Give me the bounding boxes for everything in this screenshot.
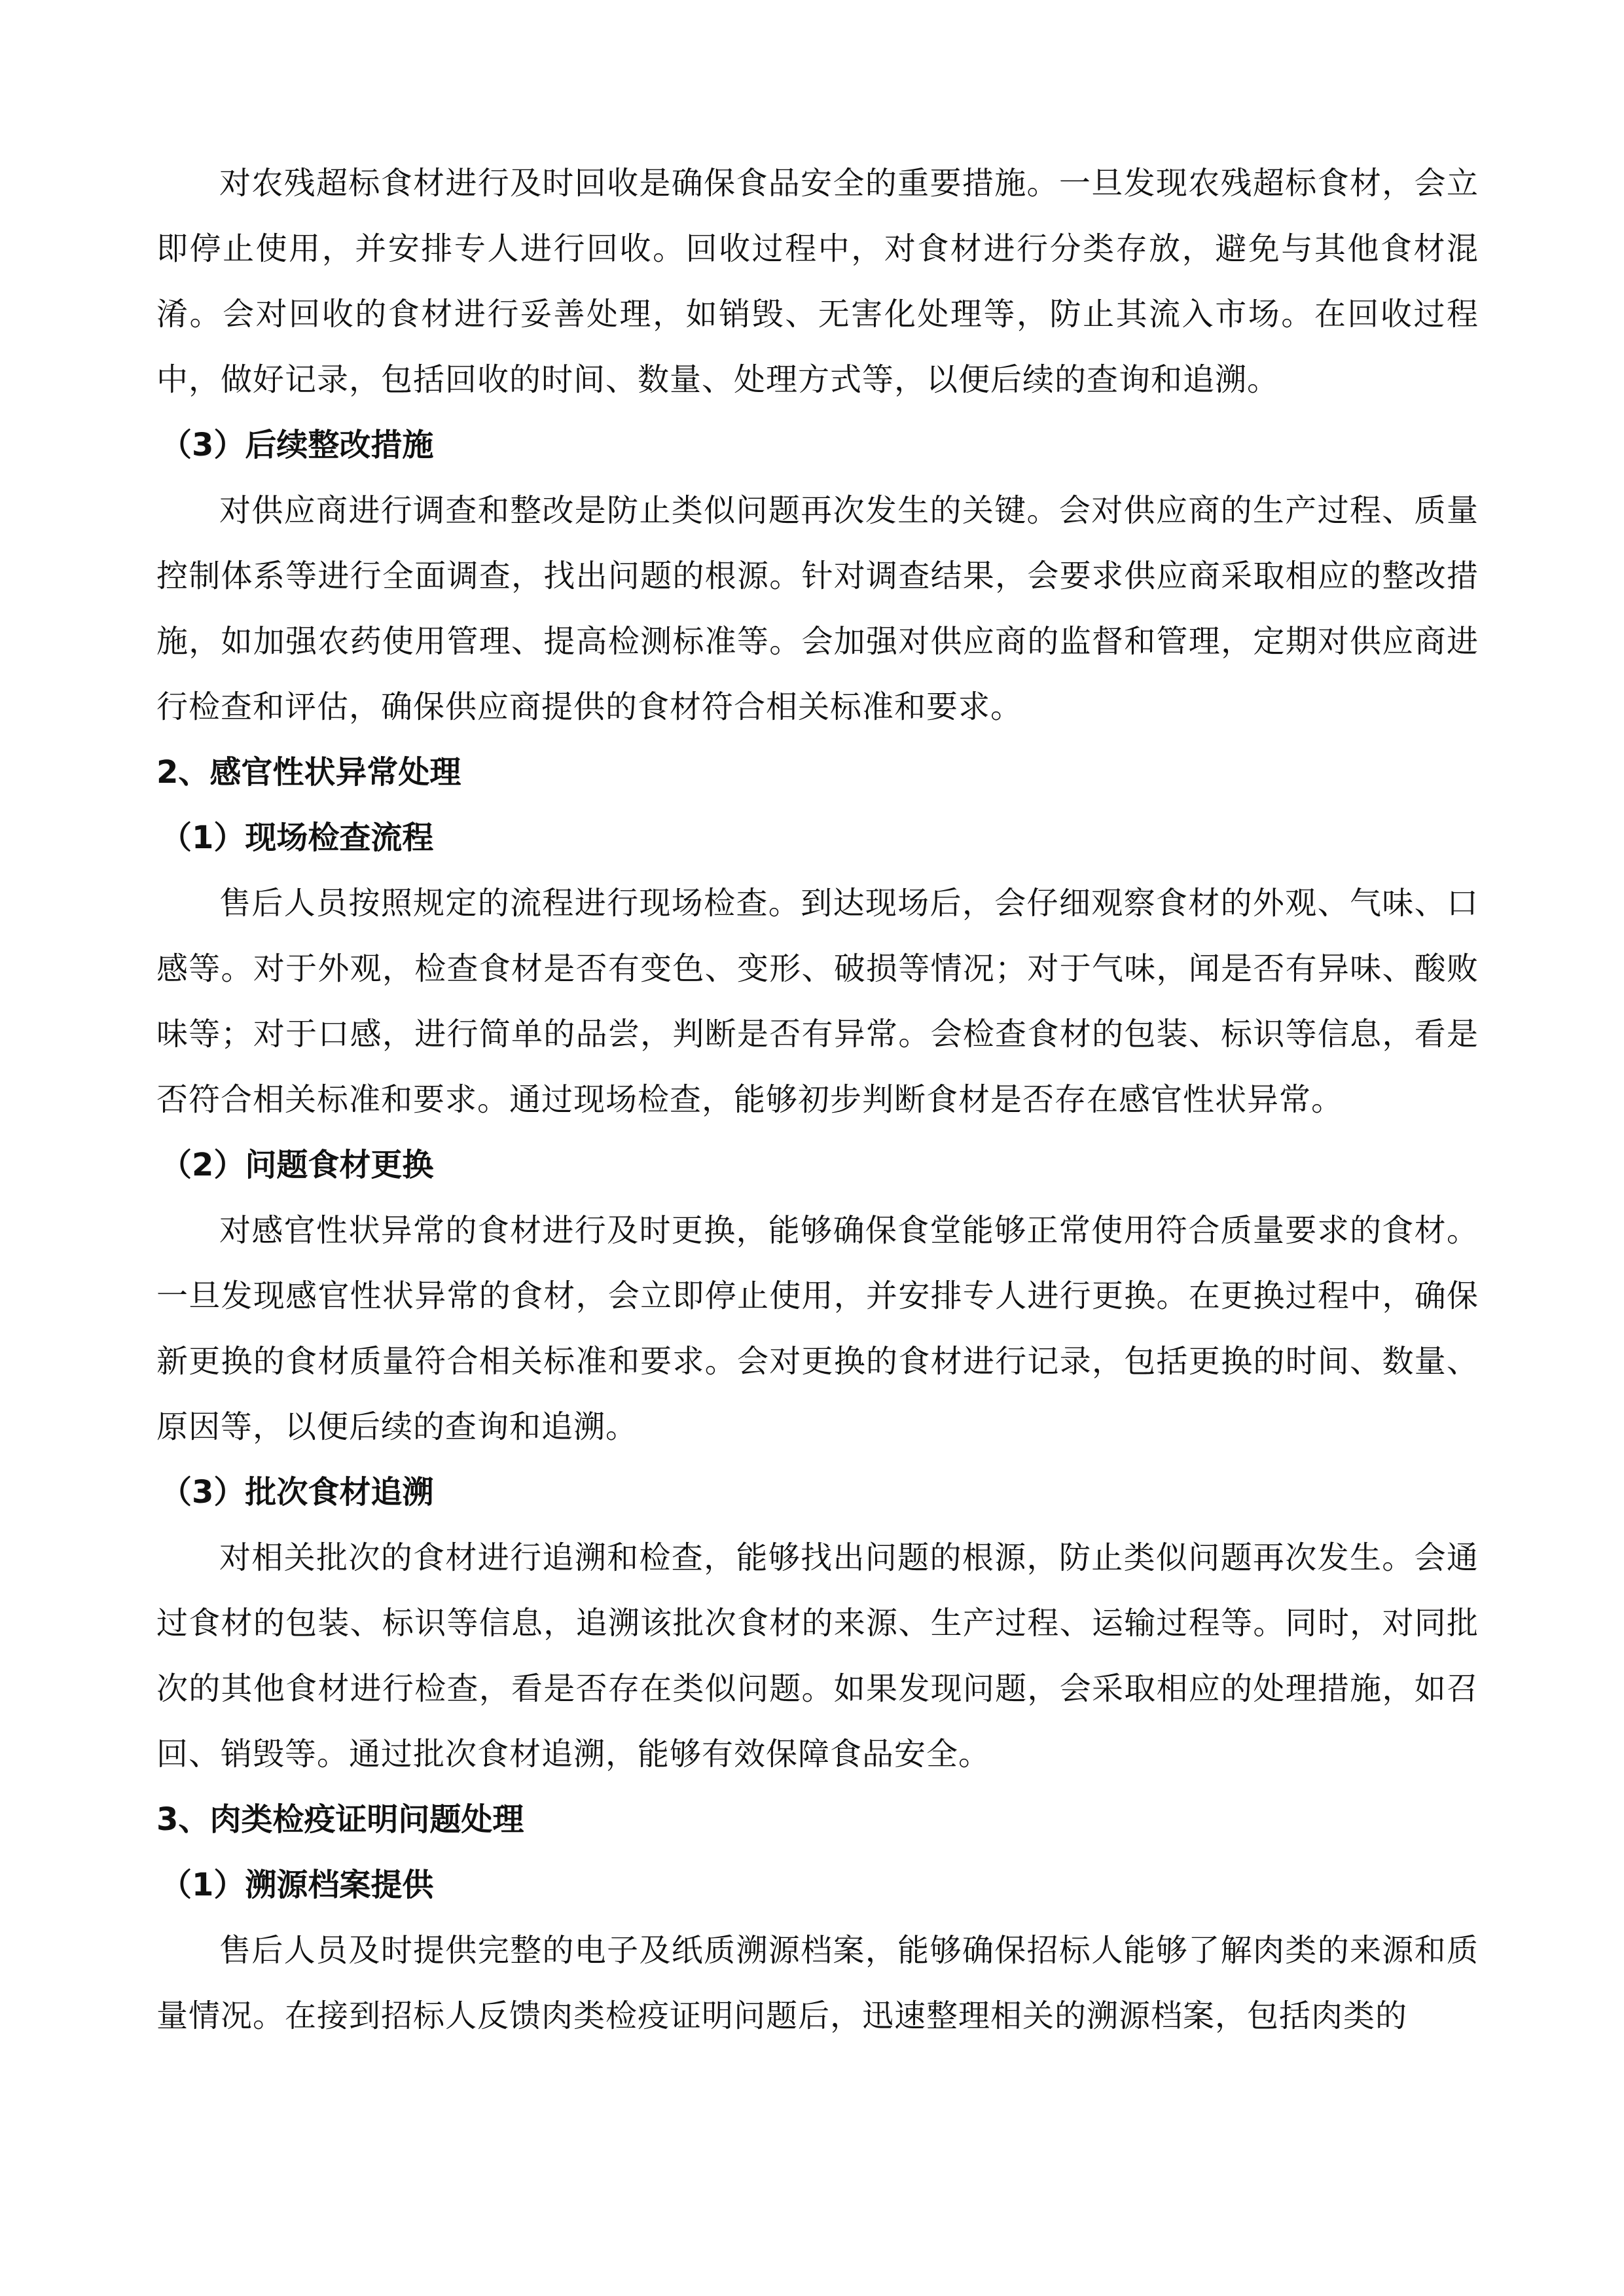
paragraph-batch-trace: 对相关批次的食材进行追溯和检查，能够找出问题的根源，防止类似问题再次发生。会通过食材的包装、标识等信息，追溯该批次食材的来源、生产过程、运输过程等。同时，对同批次的其他食材进行检查，看是否存在类似问题。如果发现问题，会采取相应的处理措施，如召回、销毁等。通过批次食材追溯，能够有效保障食品安全。: [156, 1539, 1479, 1772]
paragraph-rectification: 对供应商进行调查和整改是防止类似问题再次发生的关键。会对供应商的生产过程、质量控制体系等进行全面调查，找出问题的根源。针对调查结果，会要求供应商采取相应的整改措施，如加强农药使用管理、提高检测标准等。会加强对供应商的监督和管理，定期对供应商进行检查和评估，确保供应商提供的食材符合相关标准和要求。: [156, 492, 1479, 725]
subheading-onsite-inspection: （1）现场检查流程: [160, 819, 434, 856]
subheading-replacement: （2）问题食材更换: [160, 1147, 434, 1183]
paragraph-trace-archive: 售后人员及时提供完整的电子及纸质溯源档案，能够确保招标人能够了解肉类的来源和质量情况。在接到招标人反馈肉类检疫证明问题后，迅速整理相关的溯源档案，包括肉类的: [156, 1932, 1479, 2034]
section-heading-meat-quarantine: 3、肉类检疫证明问题处理: [156, 1801, 524, 1838]
paragraph-recall: 对农残超标食材进行及时回收是确保食品安全的重要措施。一旦发现农残超标食材，会立即停止使用，并安排专人进行回收。回收过程中，对食材进行分类存放，避免与其他食材混淆。会对回收的食材进行妥善处理，如销毁、无害化处理等，防止其流入市场。在回收过程中，做好记录，包括回收的时间、数量、处理方式等，以便后续的查询和追溯。: [156, 165, 1479, 398]
document-page: [156, 151, 1479, 2049]
subheading-batch-trace: （3）批次食材追溯: [160, 1474, 434, 1511]
paragraph-replacement: 对感官性状异常的食材进行及时更换，能够确保食堂能够正常使用符合质量要求的食材。一旦发现感官性状异常的食材，会立即停止使用，并安排专人进行更换。在更换过程中，确保新更换的食材质量符合相关标准和要求。会对更换的食材进行记录，包括更换的时间、数量、原因等，以便后续的查询和追溯。: [156, 1212, 1479, 1445]
section-heading-sensory: 2、感官性状异常处理: [156, 754, 461, 791]
subheading-trace-archive: （1）溯源档案提供: [160, 1867, 434, 1903]
subheading-rectification: （3）后续整改措施: [160, 427, 434, 463]
paragraph-onsite-inspection: 售后人员按照规定的流程进行现场检查。到达现场后，会仔细观察食材的外观、气味、口感等。对于外观，检查食材是否有变色、变形、破损等情况；对于气味，闻是否有异味、酸败味等；对于口感，进行简单的品尝，判断是否有异常。会检查食材的包装、标识等信息，看是否符合相关标准和要求。通过现场检查，能够初步判断食材是否存在感官性状异常。: [156, 885, 1479, 1118]
